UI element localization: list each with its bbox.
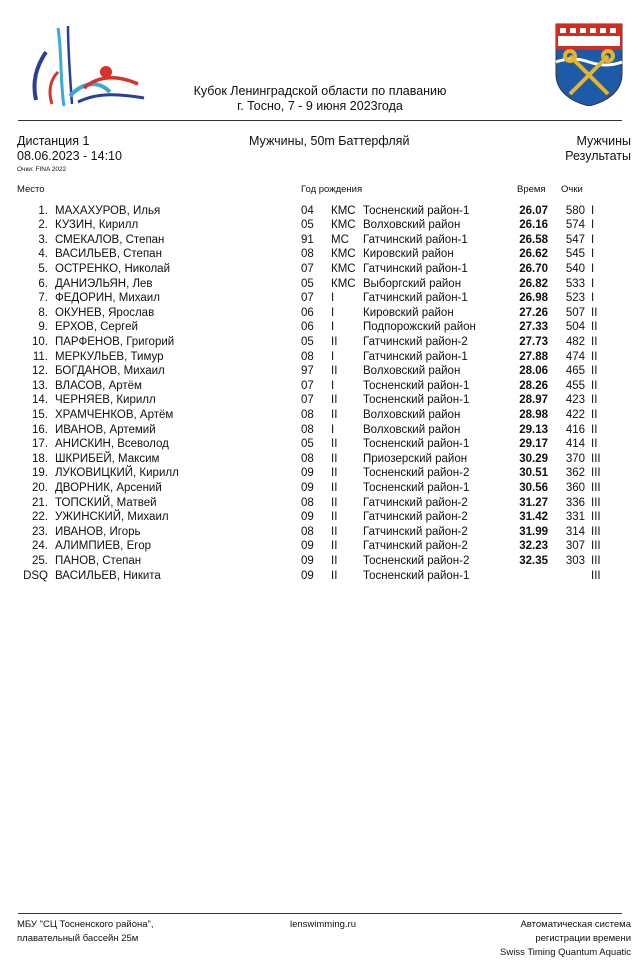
table-row bbox=[0, 277, 640, 292]
place-cell: 15. bbox=[32, 408, 48, 421]
gender-label: Мужчины bbox=[576, 134, 631, 148]
birth-year: 06 bbox=[301, 321, 314, 334]
table-row bbox=[0, 262, 640, 277]
result-time: 31.99 bbox=[519, 525, 548, 538]
footer-website: lenswimming.ru bbox=[290, 919, 356, 930]
result-time: 26.07 bbox=[519, 204, 548, 217]
table-row bbox=[0, 569, 640, 584]
swimmer-name: ТОПСКИЙ, Матвей bbox=[55, 496, 157, 509]
result-time: 31.27 bbox=[519, 496, 548, 509]
category: I bbox=[591, 277, 595, 290]
result-time: 29.13 bbox=[519, 423, 548, 436]
points-value: 545 bbox=[565, 248, 585, 261]
points-value: 362 bbox=[565, 467, 585, 480]
place-cell: 16. bbox=[32, 423, 48, 436]
category: I bbox=[591, 262, 595, 275]
team-name: Волховский район bbox=[363, 365, 461, 378]
place-cell: 22. bbox=[32, 511, 48, 524]
swimmer-name: МАХАХУРОВ, Илья bbox=[55, 204, 161, 217]
place-cell: 6. bbox=[38, 277, 48, 290]
team-name: Волховский район bbox=[363, 408, 461, 421]
result-time: 30.29 bbox=[519, 452, 548, 465]
points-note: Очки: FINA 2022 bbox=[17, 166, 67, 173]
result-time: 26.98 bbox=[519, 292, 548, 305]
category: III bbox=[591, 467, 601, 480]
category: III bbox=[591, 525, 601, 538]
result-time: 26.58 bbox=[519, 233, 548, 246]
category: I bbox=[591, 204, 595, 217]
category: III bbox=[591, 511, 601, 524]
team-name: Волховский район bbox=[363, 423, 461, 436]
points-value: 423 bbox=[565, 394, 585, 407]
place-cell: 4. bbox=[38, 248, 48, 261]
team-name: Тосненский район-1 bbox=[363, 379, 470, 392]
birth-year: 07 bbox=[301, 262, 314, 275]
result-time: 27.26 bbox=[519, 306, 548, 319]
sport-rank: II bbox=[331, 408, 338, 421]
place-cell: 20. bbox=[32, 481, 48, 494]
place-cell: 12. bbox=[32, 365, 48, 378]
footer-venue-line1: МБУ "СЦ Тосненского района", bbox=[17, 919, 154, 930]
team-name: Тосненский район-1 bbox=[363, 481, 470, 494]
swimmer-name: ВАСИЛЬЕВ, Никита bbox=[55, 569, 161, 582]
sport-rank: I bbox=[331, 292, 335, 305]
team-name: Волховский район bbox=[363, 219, 461, 232]
table-row bbox=[0, 364, 640, 379]
sport-rank: II bbox=[331, 569, 338, 582]
category: II bbox=[591, 379, 598, 392]
swimmer-name: ВАСИЛЬЕВ, Степан bbox=[55, 248, 162, 261]
team-name: Приозерский район bbox=[363, 452, 468, 465]
birth-year: 97 bbox=[301, 365, 314, 378]
place-cell: 19. bbox=[32, 467, 48, 480]
swimmer-name: ДВОРНИК, Арсений bbox=[55, 481, 162, 494]
swimmer-name: ИВАНОВ, Игорь bbox=[55, 525, 141, 538]
team-name: Тосненский район-1 bbox=[363, 438, 470, 451]
place-cell: 8. bbox=[38, 306, 48, 319]
category: II bbox=[591, 394, 598, 407]
category: II bbox=[591, 438, 598, 451]
swimmer-name: ЛУКОВИЦКИЙ, Кирилл bbox=[55, 467, 179, 480]
points-value: 504 bbox=[565, 321, 585, 334]
table-row bbox=[0, 320, 640, 335]
footer-timing bbox=[500, 918, 631, 960]
sport-rank: I bbox=[331, 350, 335, 363]
birth-year: 91 bbox=[301, 233, 314, 246]
place-cell: 25. bbox=[32, 554, 48, 567]
table-row bbox=[0, 423, 640, 438]
place-cell: 17. bbox=[32, 438, 48, 451]
sport-rank: II bbox=[331, 511, 338, 524]
swimmer-name: ФЕДОРИН, Михаил bbox=[55, 292, 160, 305]
table-row bbox=[0, 437, 640, 452]
result-time: 32.23 bbox=[519, 540, 548, 553]
competition-title: Кубок Ленинградской области по плаванию bbox=[193, 84, 447, 98]
category: II bbox=[591, 350, 598, 363]
team-name: Гатчинский район-2 bbox=[363, 540, 468, 553]
birth-year: 09 bbox=[301, 481, 314, 494]
sport-rank: II bbox=[331, 335, 338, 348]
points-value: 360 bbox=[565, 481, 585, 494]
result-time: 28.97 bbox=[519, 394, 548, 407]
top-divider bbox=[18, 120, 622, 121]
birth-year: 09 bbox=[301, 511, 314, 524]
points-value: 523 bbox=[565, 292, 585, 305]
sport-rank: II bbox=[331, 467, 338, 480]
birth-year: 05 bbox=[301, 219, 314, 232]
table-row bbox=[0, 291, 640, 306]
category: II bbox=[591, 365, 598, 378]
results-label: Результаты bbox=[565, 149, 631, 163]
sport-rank: II bbox=[331, 525, 338, 538]
swimmer-name: ЧЕРНЯЕВ, Кирилл bbox=[55, 394, 156, 407]
team-name: Гатчинский район-2 bbox=[363, 525, 468, 538]
category: I bbox=[591, 292, 595, 305]
team-name: Тосненский район-1 bbox=[363, 394, 470, 407]
birth-year: 08 bbox=[301, 525, 314, 538]
category: II bbox=[591, 423, 598, 436]
sport-rank: II bbox=[331, 540, 338, 553]
footer-timing-line3: Swiss Timing Quantum Aquatic bbox=[500, 947, 631, 958]
team-name: Кировский район bbox=[363, 248, 454, 261]
birth-year: 07 bbox=[301, 292, 314, 305]
table-row bbox=[0, 233, 640, 248]
table-row bbox=[0, 525, 640, 540]
place-cell: 5. bbox=[38, 262, 48, 275]
swimmer-name: КУЗИН, Кирилл bbox=[55, 219, 139, 232]
category: II bbox=[591, 335, 598, 348]
table-row bbox=[0, 510, 640, 525]
birth-year: 09 bbox=[301, 554, 314, 567]
category: I bbox=[591, 248, 595, 261]
result-time: 32.35 bbox=[519, 554, 548, 567]
sport-rank: КМС bbox=[331, 204, 356, 217]
category: III bbox=[591, 452, 601, 465]
result-time: 31.42 bbox=[519, 511, 548, 524]
category: III bbox=[591, 481, 601, 494]
points-value: 422 bbox=[565, 408, 585, 421]
sport-rank: II bbox=[331, 554, 338, 567]
category: II bbox=[591, 321, 598, 334]
competition-location-dates: г. Тосно, 7 - 9 июня 2023года bbox=[237, 99, 403, 113]
sport-rank: I bbox=[331, 379, 335, 392]
table-row bbox=[0, 247, 640, 262]
points-value: 331 bbox=[565, 511, 585, 524]
result-time: 29.17 bbox=[519, 438, 548, 451]
sport-rank: II bbox=[331, 452, 338, 465]
category: II bbox=[591, 408, 598, 421]
place-cell: 7. bbox=[38, 292, 48, 305]
place-cell: 2. bbox=[38, 219, 48, 232]
team-name: Гатчинский район-2 bbox=[363, 496, 468, 509]
col-time-header: Время bbox=[517, 184, 546, 195]
table-row bbox=[0, 452, 640, 467]
col-year-header: Год рождения bbox=[301, 184, 363, 195]
result-time: 30.56 bbox=[519, 481, 548, 494]
sport-rank: II bbox=[331, 365, 338, 378]
team-name: Гатчинский район-1 bbox=[363, 292, 468, 305]
table-row bbox=[0, 393, 640, 408]
result-time: 27.73 bbox=[519, 335, 548, 348]
team-name: Подпорожский район bbox=[363, 321, 476, 334]
category: III bbox=[591, 496, 601, 509]
bottom-divider bbox=[18, 913, 622, 914]
distance-label: Дистанция 1 bbox=[17, 134, 90, 148]
swimmer-name: СМЕКАЛОВ, Степан bbox=[55, 233, 165, 246]
place-cell: 14. bbox=[32, 394, 48, 407]
team-name: Гатчинский район-2 bbox=[363, 511, 468, 524]
table-row bbox=[0, 466, 640, 481]
points-value: 533 bbox=[565, 277, 585, 290]
result-time: 28.26 bbox=[519, 379, 548, 392]
result-time: 28.98 bbox=[519, 408, 548, 421]
event-name: Мужчины, 50m Баттерфляй bbox=[249, 134, 410, 148]
category: III bbox=[591, 540, 601, 553]
swimmer-name: ОСТРЕНКО, Николай bbox=[55, 262, 171, 275]
place-cell: 10. bbox=[32, 335, 48, 348]
birth-year: 08 bbox=[301, 452, 314, 465]
sport-rank: I bbox=[331, 306, 335, 319]
swimmer-name: ИВАНОВ, Артемий bbox=[55, 423, 156, 436]
table-row bbox=[0, 306, 640, 321]
points-value: 465 bbox=[565, 365, 585, 378]
swimmer-name: ОКУНЕВ, Ярослав bbox=[55, 306, 155, 319]
table-row bbox=[0, 408, 640, 423]
footer-venue-line2: плавательный бассейн 25м bbox=[17, 933, 139, 944]
birth-year: 08 bbox=[301, 423, 314, 436]
swimmer-name: ШКРИБЕЙ, Максим bbox=[55, 452, 160, 465]
place-cell: 1. bbox=[38, 204, 48, 217]
sport-rank: КМС bbox=[331, 277, 356, 290]
points-value: 482 bbox=[565, 335, 585, 348]
swimmer-name: БОГДАНОВ, Михаил bbox=[55, 365, 165, 378]
points-value: 370 bbox=[565, 452, 585, 465]
table-row bbox=[0, 204, 640, 219]
points-value: 474 bbox=[565, 350, 585, 363]
team-name: Гатчинский район-1 bbox=[363, 262, 468, 275]
points-value: 574 bbox=[565, 219, 585, 232]
sport-rank: I bbox=[331, 423, 335, 436]
category: I bbox=[591, 219, 595, 232]
team-name: Тосненский район-1 bbox=[363, 204, 470, 217]
points-value: 540 bbox=[565, 262, 585, 275]
swimmer-name: ВЛАСОВ, Артём bbox=[55, 379, 142, 392]
points-value: 547 bbox=[565, 233, 585, 246]
birth-year: 08 bbox=[301, 408, 314, 421]
team-name: Тосненский район-2 bbox=[363, 467, 470, 480]
team-name: Гатчинский район-2 bbox=[363, 335, 468, 348]
footer-timing-line2: регистрации времени bbox=[535, 933, 631, 944]
points-value: 507 bbox=[565, 306, 585, 319]
birth-year: 07 bbox=[301, 394, 314, 407]
place-cell: 18. bbox=[32, 452, 48, 465]
swimmer-name: АНИСКИН, Всеволод bbox=[55, 438, 169, 451]
category: I bbox=[591, 233, 595, 246]
swimmer-name: ДАНИЭЛЬЯН, Лев bbox=[55, 277, 153, 290]
event-datetime: 08.06.2023 - 14:10 bbox=[17, 149, 122, 163]
place-cell: 9. bbox=[38, 321, 48, 334]
sport-rank: КМС bbox=[331, 219, 356, 232]
place-cell: 13. bbox=[32, 379, 48, 392]
footer-venue bbox=[17, 918, 154, 946]
sport-rank: II bbox=[331, 394, 338, 407]
result-time: 26.62 bbox=[519, 248, 548, 261]
col-place-header: Место bbox=[17, 184, 45, 195]
team-name: Гатчинский район-1 bbox=[363, 350, 468, 363]
result-time: 26.82 bbox=[519, 277, 548, 290]
birth-year: 08 bbox=[301, 350, 314, 363]
table-row bbox=[0, 218, 640, 233]
sport-rank: II bbox=[331, 481, 338, 494]
category: III bbox=[591, 569, 601, 582]
result-time: 27.88 bbox=[519, 350, 548, 363]
points-value: 414 bbox=[565, 438, 585, 451]
birth-year: 09 bbox=[301, 569, 314, 582]
table-row bbox=[0, 539, 640, 554]
swimmer-name: ПАРФЕНОВ, Григорий bbox=[55, 335, 175, 348]
birth-year: 06 bbox=[301, 306, 314, 319]
team-name: Выборгский район bbox=[363, 277, 462, 290]
points-value: 455 bbox=[565, 379, 585, 392]
sport-rank: II bbox=[331, 438, 338, 451]
birth-year: 05 bbox=[301, 438, 314, 451]
table-row bbox=[0, 379, 640, 394]
points-value: 314 bbox=[565, 525, 585, 538]
col-points-header: Очки bbox=[561, 184, 583, 195]
swimmer-name: ХРАМЧЕНКОВ, Артём bbox=[55, 408, 174, 421]
points-value: 307 bbox=[565, 540, 585, 553]
place-cell: DSQ bbox=[23, 569, 48, 582]
place-cell: 11. bbox=[32, 350, 48, 363]
sport-rank: КМС bbox=[331, 262, 356, 275]
table-row bbox=[0, 554, 640, 569]
points-value: 416 bbox=[565, 423, 585, 436]
birth-year: 09 bbox=[301, 467, 314, 480]
place-cell: 21. bbox=[32, 496, 48, 509]
place-cell: 23. bbox=[32, 525, 48, 538]
table-row bbox=[0, 335, 640, 350]
swimmer-name: ПАНОВ, Степан bbox=[55, 554, 142, 567]
category: III bbox=[591, 554, 601, 567]
points-value: 303 bbox=[565, 554, 585, 567]
birth-year: 08 bbox=[301, 496, 314, 509]
result-time: 28.06 bbox=[519, 365, 548, 378]
table-row bbox=[0, 496, 640, 511]
birth-year: 04 bbox=[301, 204, 314, 217]
result-time: 26.16 bbox=[519, 219, 548, 232]
swimmer-name: УЖИНСКИЙ, Михаил bbox=[55, 511, 169, 524]
swimmer-name: ЕРХОВ, Сергей bbox=[55, 321, 138, 334]
sport-rank: МС bbox=[331, 233, 349, 246]
sport-rank: II bbox=[331, 496, 338, 509]
table-row bbox=[0, 481, 640, 496]
swimmer-name: АЛИМПИЕВ, Егор bbox=[55, 540, 151, 553]
place-cell: 3. bbox=[38, 233, 48, 246]
place-cell: 24. bbox=[32, 540, 48, 553]
swimmer-name: МЕРКУЛЬЕВ, Тимур bbox=[55, 350, 164, 363]
team-name: Тосненский район-1 bbox=[363, 569, 470, 582]
category: II bbox=[591, 306, 598, 319]
team-name: Гатчинский район-1 bbox=[363, 233, 468, 246]
birth-year: 05 bbox=[301, 277, 314, 290]
birth-year: 09 bbox=[301, 540, 314, 553]
sport-rank: I bbox=[331, 321, 335, 334]
points-value: 336 bbox=[565, 496, 585, 509]
result-time: 30.51 bbox=[519, 467, 548, 480]
result-time: 26.70 bbox=[519, 262, 548, 275]
birth-year: 05 bbox=[301, 335, 314, 348]
team-name: Кировский район bbox=[363, 306, 454, 319]
birth-year: 08 bbox=[301, 248, 314, 261]
birth-year: 07 bbox=[301, 379, 314, 392]
team-name: Тосненский район-2 bbox=[363, 554, 470, 567]
sport-rank: КМС bbox=[331, 248, 356, 261]
footer-timing-line1: Автоматическая система bbox=[520, 919, 631, 930]
result-time: 27.33 bbox=[519, 321, 548, 334]
points-value: 580 bbox=[565, 204, 585, 217]
table-row bbox=[0, 350, 640, 365]
